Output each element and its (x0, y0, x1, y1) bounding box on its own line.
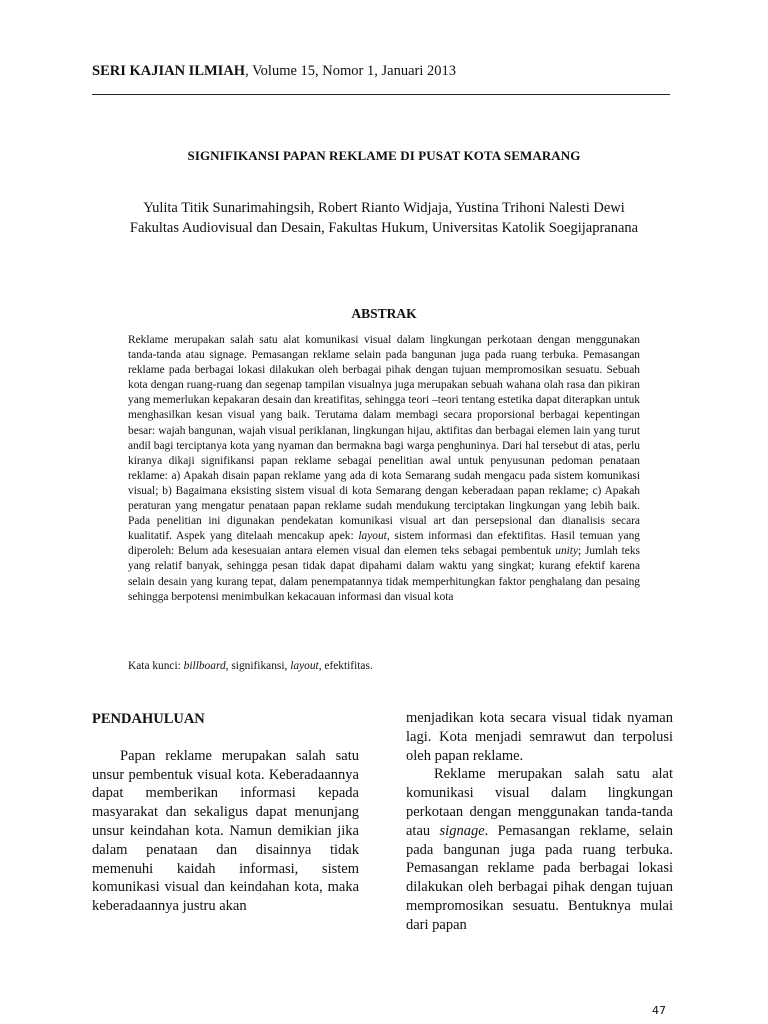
abstract-text-2: , sistem informasi dan efektifitas. Hasil temuan yang diperoleh: Belum ada kesesuaian antara elemen visual dan elemen teks sebagai pembentuk (128, 530, 640, 558)
intro-term-signage: signage (439, 822, 485, 839)
journal-header (92, 63, 456, 80)
abstract-text-1: Reklame merupakan salah satu alat komunikasi visual dalam lingkungan perkotaan dengan menggunakan tanda-tanda atau signage. Pemasangan reklame selain pada bangunan juga pada ruang terbuka. Pemasangan reklame pada berbagai lokasi dilakukan oleh berbagai pihak dengan tujuan mempromosikan sesuatu. Sebuah kota dengan ruang-ruang dan segenap tampilan visualnya juga merupakan sebuah wahana olah rasa dan pikiran yang memerlukan kepakaran desain dan kreatifitas, sehingga teori –teori tentang estetika dapat diterapkan untuk menghasilkan kesan visual yang baik. Terutama dalam membagi secara proporsional berbagai kepentingan besar: wajah bangunan, wajah visual periklanan, lingkungan hijau, aktifitas dan berbagai elemen lain yang turut andil bagi terciptanya kota yang nyaman dan bermakna bagi warga penghuninya. Dari hal tersebut di atas, perlu kiranya dikaji signifikansi papan reklame sebagai penelitian awal untuk penyusunan pedoman penataan reklame: a) Apakah disain papan reklame yang ada di kota Semarang sudah mengacu pada sistem komunikasi visual; b) Bagaimana eksisting sistem visual di kota Semarang dengan keberadaan papan reklame; c) Apakah peraturan yang mengatur penataan papan reklame sudah mendukung terciptakan lingkungan yang lebih baik. Pada penelitian ini digunakan pendekatan komunikasi visual art dan persepsional dan dianalisis secara kualitatif. Aspek yang ditelaah mencakup apek: (128, 334, 640, 543)
abstract-term-unity: unity (555, 545, 579, 558)
header-rule (92, 94, 670, 95)
journal-issue: , Volume 15, Nomor 1, Januari 2013 (245, 63, 457, 79)
paper-title: SIGNIFIKANSI PAPAN REKLAME DI PUSAT KOTA SEMARANG (187, 148, 581, 163)
authors: Yulita Titik Sunarimahingsih, Robert Rianto Widjaja, Yustina Trihoni Nalesti Dewi (143, 200, 625, 216)
intro-paragraph-continued: menjadikan kota secara visual tidak nyaman lagi. Kota menjadi semrawut dan terpolusi oleh papan reklame. (406, 710, 673, 764)
intro-p2-text-b: . Pemasangan reklame, selain pada bangunan juga pada ruang terbuka. Pemasangan reklame pada berbagai lokasi dilakukan oleh berbagai pihak dengan tujuan mempromosikan sesuatu. Bentuknya mulai dari papan (406, 822, 673, 933)
intro-paragraph-2 (406, 765, 673, 934)
keywords (128, 660, 373, 672)
affiliation: Fakultas Audiovisual dan Desain, Fakultas Hukum, Universitas Katolik Soegijapranana (129, 220, 639, 236)
author-block (0, 198, 768, 238)
keywords-mid: , signifikansi, (225, 660, 291, 672)
keyword-billboard: billboard (183, 660, 226, 672)
keywords-label: Kata kunci: (128, 660, 184, 672)
section-heading: PENDAHULUAN (92, 711, 205, 727)
abstract-heading: ABSTRAK (351, 306, 417, 321)
abstract-term-layout: layout (358, 530, 387, 543)
keyword-layout: layout (290, 660, 319, 672)
intro-paragraph-1: Papan reklame merupakan salah satu unsur pembentuk visual kota. Keberadaannya dapat memberikan informasi kepada masyarakat dan sekaligus dapat menunjang unsur keindahan kota. Namun demikian jika dalam penataan dan disainnya tidak memenuhi kaidah informasi, sistem komunikasi visual dan keindahan kota, maka keberadaannya justru akan (92, 747, 359, 915)
keywords-end: , efektifitas. (318, 660, 373, 672)
right-column (406, 709, 673, 935)
page-number: 47 (652, 1004, 666, 1017)
journal-name: SERI KAJIAN ILMIAH (92, 63, 246, 79)
abstract-text-3: ; Jumlah teks yang relatif banyak, sehingga pesan tidak dapat dipahami dalam waktu yang singkat; kurang efektif karena selain desain yang kurang tepat, dalam penempatannya tidak memperhitungkan faktor penghalang dan pesaing sehingga berpotensi menimbulkan kekacauan informasi dan visual kota (128, 545, 640, 603)
left-column (92, 710, 359, 916)
intro-p2-text-a: Reklame merupakan salah satu alat komunikasi visual dalam lingkungan perkotaan dengan menggunakan tanda-tanda atau (406, 766, 673, 839)
abstract-body (128, 333, 640, 605)
